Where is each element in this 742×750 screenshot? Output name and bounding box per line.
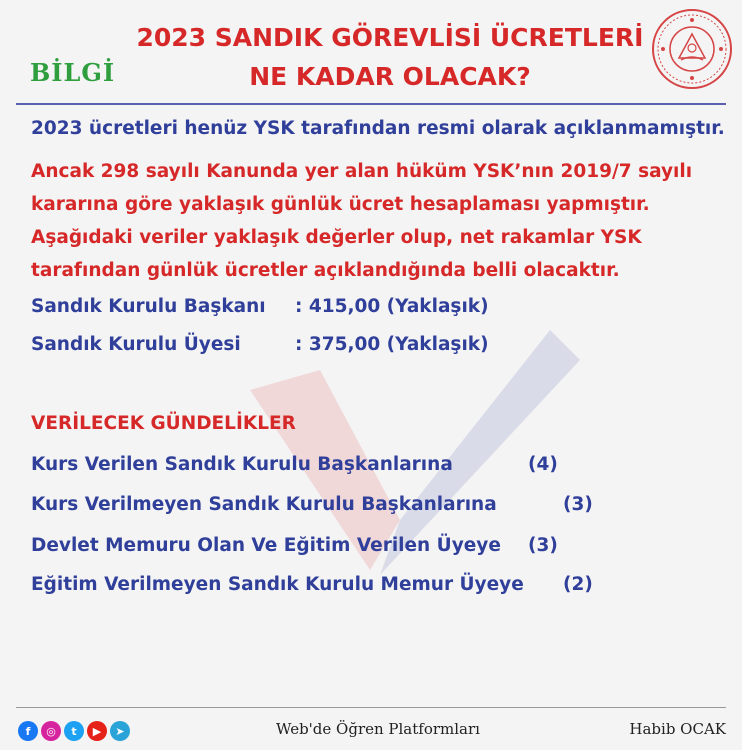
allowance-count: (3) [528,535,558,556]
allowance-label: Kurs Verilmeyen Sandık Kurulu Başkanlarına [31,494,497,515]
platform-name: Web'de Öğren Platformları [276,720,480,738]
intro-text: 2023 ücretleri henüz YSK tarafından resmi olarak açıklanmamıştır. [31,118,725,139]
instagram-icon[interactable]: ◎ [41,721,61,741]
title-line-2: NE KADAR OLACAK? [249,62,531,91]
allowance-label: Devlet Memuru Olan Ve Eğitim Verilen Üyeye [31,535,501,556]
fee-label: Sandık Kurulu Başkanı [31,296,266,317]
section-heading: VERİLECEK GÜNDELİKLER [31,413,296,434]
allowance-label: Kurs Verilen Sandık Kurulu Başkanlarına [31,454,453,475]
notice-line: kararına göre yaklaşık günlük ücret hesaplaması yapmıştır. [31,194,650,215]
fee-value: : 375,00 (Yaklaşık) [295,334,489,355]
info-badge: BİLGİ [30,58,116,87]
notice-line: tarafından günlük ücretler açıklandığında belli olacaktır. [31,260,620,281]
ministry-seal-icon [651,8,733,90]
header-divider [16,103,726,105]
notice-line: Aşağıdaki veriler yaklaşık değerler olup, net rakamlar YSK [31,227,642,248]
footer-divider [16,707,726,708]
twitter-icon[interactable]: t [64,721,84,741]
fee-row-president [31,296,489,317]
allowance-count: (4) [528,454,558,475]
telegram-icon[interactable]: ➤ [110,721,130,741]
fee-label: Sandık Kurulu Üyesi [31,334,241,355]
facebook-icon[interactable]: f [18,721,38,741]
page-title [130,18,650,96]
social-links [18,721,130,741]
allowance-count: (3) [563,494,593,515]
allowance-label: Eğitim Verilmeyen Sandık Kurulu Memur Üyeye [31,574,524,595]
fee-row-member [31,334,489,355]
author-name: Habib OCAK [629,720,726,738]
notice-paragraph [31,155,721,287]
fee-value: : 415,00 (Yaklaşık) [295,296,489,317]
title-line-1: 2023 SANDIK GÖREVLİSİ ÜCRETLERİ [136,23,644,52]
allowance-count: (2) [563,574,593,595]
youtube-icon[interactable]: ▶ [87,721,107,741]
notice-line: Ancak 298 sayılı Kanunda yer alan hüküm YSK’nın 2019/7 sayılı [31,161,693,182]
